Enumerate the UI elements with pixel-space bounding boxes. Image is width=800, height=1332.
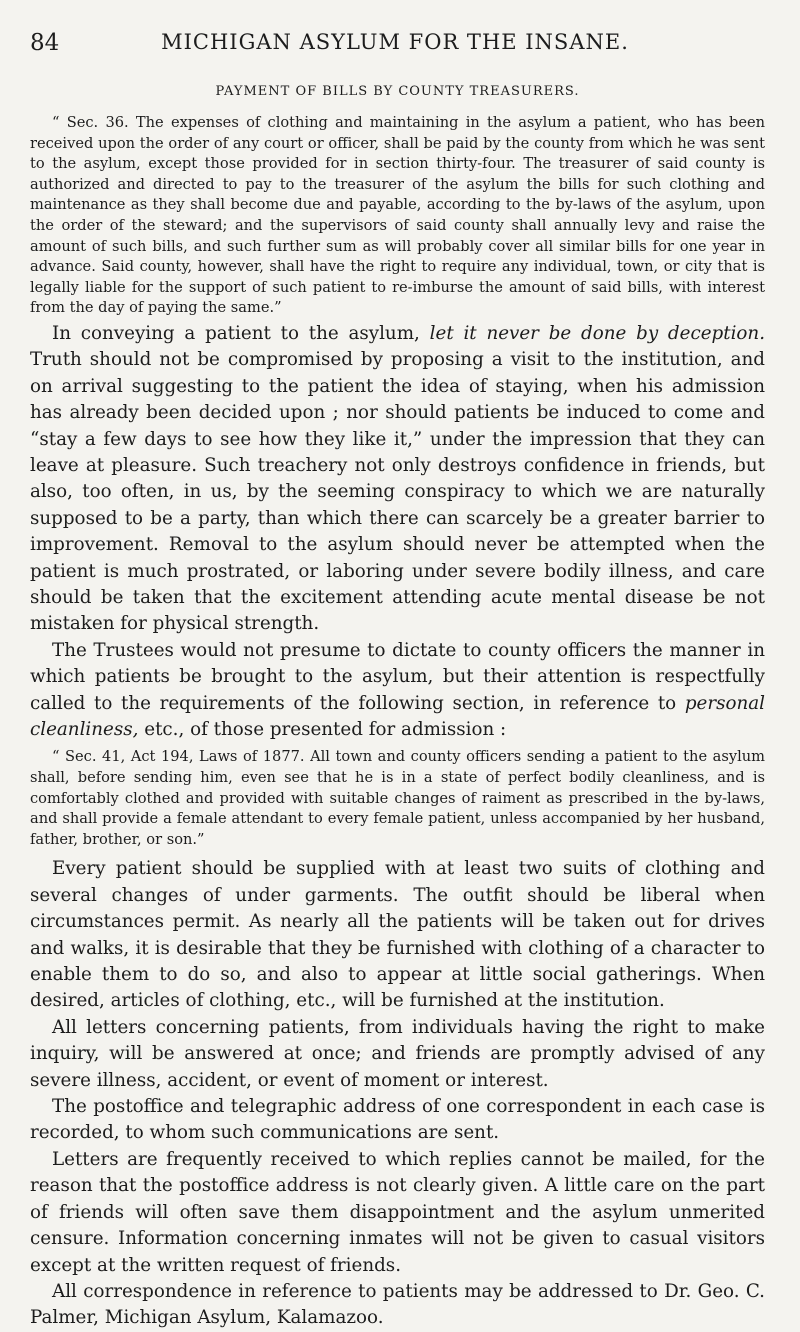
paragraph-trustees-start: The Trustees would not presume to dictate to county officers the manner in which patients be brought to the asylum, but their attention is respectfully called to the requirements of the following section, in reference to [30, 639, 765, 714]
paragraph-letters: All letters concerning patients, from individuals having the right to make inquiry, will be answered at once; and friends are promptly advised of any severe illness, accident, or event of moment or interest. [30, 1016, 765, 1091]
paragraph-conveying-rest: Truth should not be compromised by proposing a visit to the institution, and on arrival suggesting to the patient the idea of staying, when his admission has already been decided upon ; nor should patients be induced to come and “stay a few days to see how they like it,” under the impression that they can leave at pleasure. Such treachery not only destroys confidence in friends, but also, too often, in us, by the seeming conspiracy to which we are naturally supposed to be a party, than which there can scarcely be a greater barrier to improvement. Removal to the asylum should never be attempted when the patient is much prostrated, or laboring under severe bodily illness, and care should be taken that the excitement attending acute mental disease be not mistaken for physical strength. [30, 349, 765, 635]
statute-quote-sec36: “ Sec. 36. The expenses of clothing and maintaining in the asylum a patient, who has been received upon the order of any court or officer, shall be paid by the county from which he was sent to the asylum, except those provided for in section thirty-four. The treasurer of said county is authorized and directed to pay to the treasurer of the asylum the bills for such clothing and maintenance as they shall become due and payable, according to the by-laws of the asylum, upon the order of the steward; and the supervisors of said county shall annually levy and raise the amount of such bills, and such further sum as will probably cover all similar bills for one year in advance. Said county, however, shall have the right to require any individual, town, or city that is legally liable for the support of such patient to re-imburse the amount of said bills, with interest from the day of paying the same.” [30, 114, 765, 317]
paragraph-replies: Letters are frequently received to which replies cannot be mailed, for the reason that the postoffice address is not clearly given. A little care on the part of friends will often save them disappointment and the asylum unmerited censure. Information concerning inmates will not be given to casual visitors except at the written request of friends. [30, 1148, 765, 1276]
page-body [30, 84, 765, 1332]
statute-quote-sec41: “ Sec. 41, Act 194, Laws of 1877. All town and county officers sending a patient to the asylum shall, before sending him, even see that he is in a state of perfect bodily cleanliness, and is comfortably clothed and provided with suitable changes of raiment as prescribed in the by-laws, and shall provide a female attendant to every female patient, unless accompanied by her husband, father, brother, or son.” [30, 748, 765, 848]
page-number: 84 [30, 30, 60, 56]
running-head: MICHIGAN ASYLUM FOR THE INSANE. [161, 30, 629, 54]
paragraph-conveying-start: In conveying a patient to the asylum, [52, 322, 430, 344]
page-header [30, 30, 760, 70]
paragraph-conveying-emphasis: let it never be done by deception. [429, 322, 766, 344]
paragraph-clothing: Every patient should be supplied with at least two suits of clothing and several changes of under garments. The outfit should be liberal when circumstances permit. As nearly all the patients will be taken out for drives and walks, it is desirable that they be furnished with clothing of a character to enable them to do so, and also to appear at little social gatherings. When desired, articles of clothing, etc., will be furnished at the institution. [30, 858, 765, 1012]
paragraph-conveying [30, 321, 765, 638]
paragraph-trustees-rest: etc., of those presented for admission : [138, 719, 507, 741]
paragraph-postoffice: The postoffice and telegraphic address of one correspondent in each case is recorded, to whom such communications are sent. [30, 1096, 765, 1144]
paragraph-trustees-emphasis: personal cleanliness, [30, 692, 765, 741]
paragraph-correspondence: All correspondence in reference to patients may be addressed to Dr. Geo. C. Palmer, Michigan Asylum, Kalamazoo. [30, 1280, 765, 1329]
paragraph-trustees [30, 638, 765, 744]
section-heading: PAYMENT OF BILLS BY COUNTY TREASURERS. [215, 84, 580, 99]
